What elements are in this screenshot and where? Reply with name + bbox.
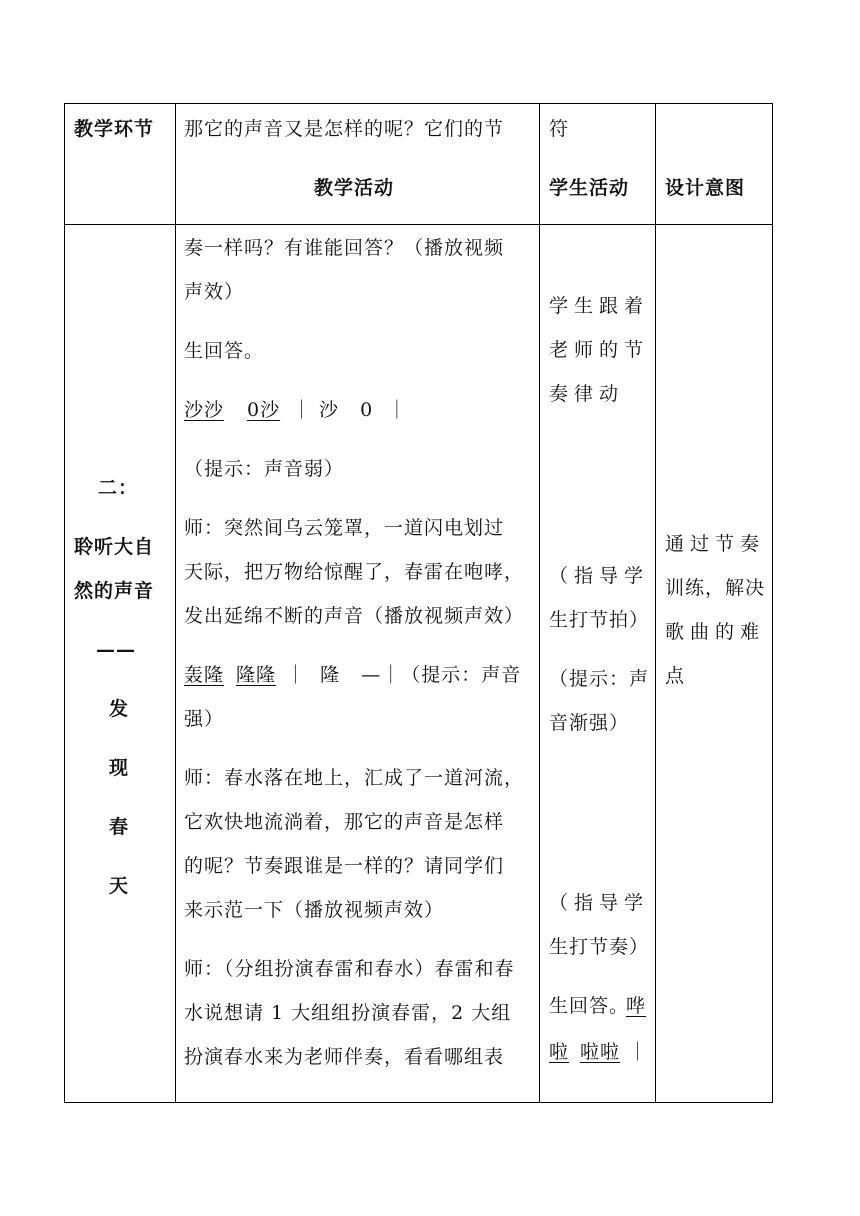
header-divider (65, 224, 772, 225)
header-design-intent: 设计意图 (665, 177, 746, 199)
activity-line: 声效） (184, 281, 245, 303)
activity-line: 发出延绵不断的声音（播放视频声效） (184, 605, 525, 627)
section-dash: —— (96, 639, 136, 661)
rhythm-notation: 沙沙 (184, 399, 225, 421)
column-divider (175, 104, 176, 1102)
rhythm-notation: 啦 (549, 1041, 570, 1063)
student-line: 生打节拍） (549, 609, 650, 631)
student-line: 音渐强） (549, 712, 630, 734)
student-line: 老师的节 (549, 339, 650, 361)
student-line: 生打节奏） (549, 936, 650, 958)
rhythm-notation: ｜ (628, 1041, 649, 1063)
header-teaching-activity: 教学活动 (314, 177, 395, 199)
activity-line: 来示范一下（播放视频声效） (184, 899, 445, 921)
hint-text: （提示：声音弱） (184, 458, 345, 480)
column-divider (539, 104, 540, 1102)
design-line: 通过节奏 (665, 533, 766, 555)
column-divider (655, 104, 656, 1102)
activity-line: 师：（分组扮演春雷和春水）春雷和春 (184, 958, 515, 980)
section-char: 发 (109, 698, 130, 720)
section-number: 二： (98, 477, 139, 499)
rhythm-notation: 啦啦 (580, 1041, 621, 1063)
student-line: （指导学 (549, 565, 650, 587)
rhythm-notation: ｜ 隆 —｜（提示：声音 (286, 664, 522, 686)
activity-line: 的呢？节奏跟谁是一样的？请同学们 (184, 855, 505, 877)
rhythm-notation: 轰隆 (184, 664, 225, 686)
design-line: 歌曲的难 (665, 621, 766, 643)
student-line: （提示：声 (549, 668, 650, 690)
activity-line: 生回答。 (184, 340, 265, 362)
section-char: 天 (109, 875, 130, 897)
activity-line: 师：突然间乌云笼罩，一道闪电划过 (184, 517, 505, 539)
student-line: （指导学 (549, 892, 650, 914)
header-carryover-text: 那它的声音又是怎样的呢？它们的节 (184, 118, 505, 140)
student-line: 学生跟着 (549, 295, 650, 317)
section-title-line1: 聆听大自 (74, 536, 155, 558)
header-carryover-char: 符 (549, 118, 570, 140)
header-teaching-stage: 教学环节 (74, 118, 155, 140)
activity-line: 扮演春水来为老师伴奏，看看哪组表 (184, 1046, 505, 1068)
section-title-line2: 然的声音 (74, 580, 155, 602)
design-line: 点 (665, 665, 686, 687)
design-line: 训练，解决 (665, 577, 766, 599)
activity-line: 奏一样吗？有谁能回答？（播放视频 (184, 237, 505, 259)
rhythm-notation: 0沙 (247, 399, 281, 421)
section-char: 现 (109, 757, 130, 779)
activity-line: 它欢快地流淌着，那它的声音是怎样 (184, 811, 505, 833)
rhythm-notation: ｜ 沙 0 ｜ (292, 399, 408, 421)
activity-line: 天际，把万物给惊醒了，春雷在咆哮， (184, 561, 525, 583)
activity-line: 强） (184, 708, 225, 730)
student-line: 生回答。 (549, 995, 630, 1017)
section-char: 春 (109, 816, 130, 838)
activity-line: 师：春水落在地上，汇成了一道河流， (184, 767, 525, 789)
header-student-activity: 学生活动 (549, 177, 630, 199)
activity-line: 水说想请 1 大组组扮演春雷，2 大组 (184, 1002, 512, 1024)
rhythm-notation: 隆隆 (236, 664, 277, 686)
rhythm-notation: 哗 (626, 995, 647, 1017)
student-line: 奏律动 (549, 383, 625, 405)
